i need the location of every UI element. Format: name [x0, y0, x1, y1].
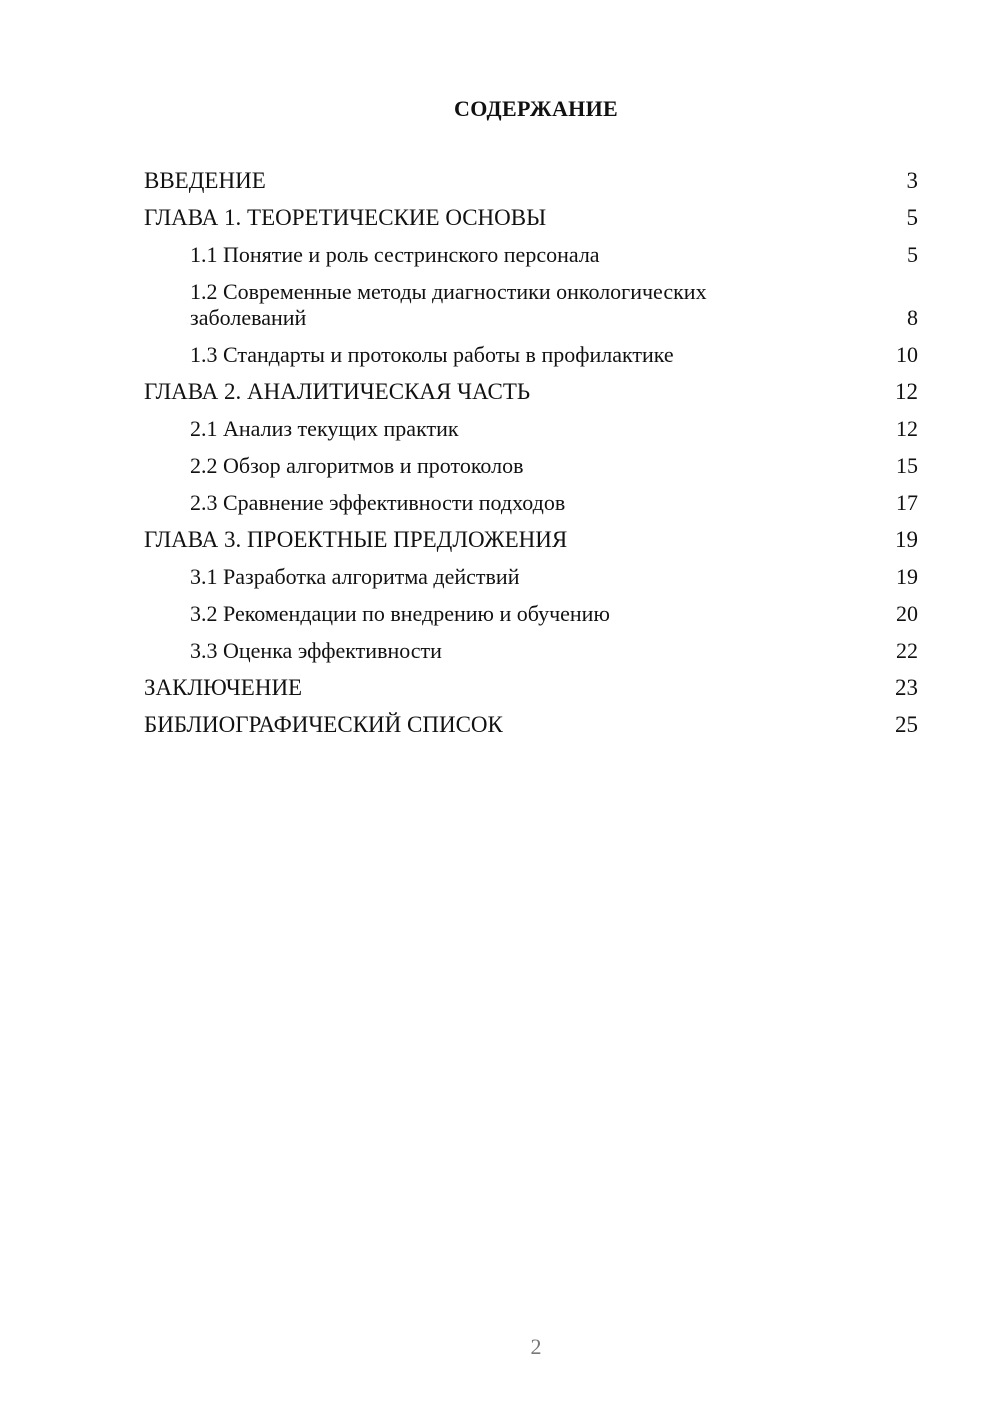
toc-entry-text: ГЛАВА 2. АНАЛИТИЧЕСКАЯ ЧАСТЬ — [144, 379, 531, 404]
toc-entry[interactable] — [144, 416, 920, 442]
toc-entry-page: 8 — [907, 305, 918, 330]
toc-entry[interactable] — [144, 490, 920, 516]
toc-entry-page: 23 — [895, 675, 918, 700]
toc-entry[interactable] — [144, 279, 920, 331]
toc-entry[interactable] — [144, 453, 920, 479]
toc-entry-page: 5 — [907, 242, 918, 267]
toc-entry-text: 3.3 Оценка эффективности — [190, 638, 442, 663]
toc-entry[interactable] — [144, 712, 920, 738]
document-title: СОДЕРЖАНИЕ — [454, 96, 618, 121]
toc-entry[interactable] — [144, 564, 920, 590]
table-of-contents — [144, 168, 920, 749]
toc-entry-text: ЗАКЛЮЧЕНИЕ — [144, 675, 303, 700]
toc-entry-page: 22 — [896, 638, 918, 663]
toc-entry-text: 1.1 Понятие и роль сестринского персонала — [190, 242, 600, 267]
toc-entry-text: 3.2 Рекомендации по внедрению и обучению — [190, 601, 610, 626]
toc-entry-text: 2.1 Анализ текущих практик — [190, 416, 459, 441]
toc-entry-page: 15 — [896, 453, 918, 478]
toc-entry-text: ГЛАВА 1. ТЕОРЕТИЧЕСКИЕ ОСНОВЫ — [144, 205, 547, 230]
toc-entry[interactable] — [144, 675, 920, 701]
toc-entry[interactable] — [144, 242, 920, 268]
toc-entry-page: 3 — [906, 168, 918, 193]
toc-entry-page: 12 — [895, 379, 918, 404]
toc-entry-text: 1.3 Стандарты и протоколы работы в профилактике — [190, 342, 674, 367]
toc-entry-page: 25 — [895, 712, 918, 737]
toc-entry-page: 17 — [896, 490, 918, 515]
toc-entry[interactable] — [144, 205, 920, 231]
toc-entry-page: 10 — [896, 342, 918, 367]
toc-entry-text: БИБЛИОГРАФИЧЕСКИЙ СПИСОК — [144, 712, 503, 737]
toc-entry-page: 19 — [895, 527, 918, 552]
toc-entry[interactable] — [144, 342, 920, 368]
toc-entry-page: 19 — [896, 564, 918, 589]
toc-entry-page: 12 — [896, 416, 918, 441]
toc-entry-text: 2.2 Обзор алгоритмов и протоколов — [190, 453, 524, 478]
toc-entry-text: ГЛАВА 3. ПРОЕКТНЫЕ ПРЕДЛОЖЕНИЯ — [144, 527, 568, 552]
toc-entry[interactable] — [144, 527, 920, 553]
page-number: 2 — [530, 1334, 542, 1359]
toc-entry-text: 1.2 Современные методы диагностики онкологических заболеваний — [190, 279, 707, 330]
toc-entry-text: 3.1 Разработка алгоритма действий — [190, 564, 520, 589]
toc-entry[interactable] — [144, 379, 920, 405]
toc-entry-page: 5 — [906, 205, 918, 230]
toc-entry[interactable] — [144, 601, 920, 627]
toc-entry-text: ВВЕДЕНИЕ — [144, 168, 266, 193]
toc-entry-text: 2.3 Сравнение эффективности подходов — [190, 490, 566, 515]
toc-entry[interactable] — [144, 168, 920, 194]
toc-entry[interactable] — [144, 638, 920, 664]
toc-entry-page: 20 — [896, 601, 918, 626]
